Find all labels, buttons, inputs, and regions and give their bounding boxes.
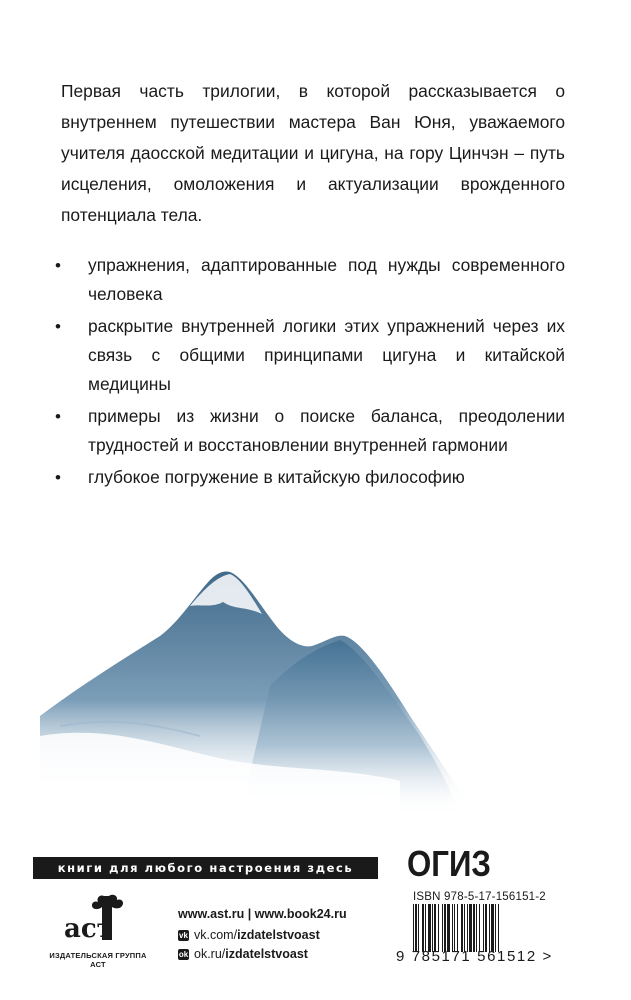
list-item-text: глубокое погружение в китайскую философию — [88, 467, 465, 487]
bullet-icon: • — [55, 407, 61, 426]
ast-logo-text: аст — [64, 914, 113, 944]
list-item — [0, 402, 631, 460]
barcode-bar — [428, 904, 431, 952]
barcode-bar — [444, 904, 446, 952]
ast-logo-icon — [60, 892, 136, 948]
social-ok[interactable]: ok ok.ru/izdatelstvoast — [178, 947, 308, 961]
ok-icon: ok — [178, 949, 189, 959]
list-item — [0, 251, 631, 309]
barcode-bar — [467, 904, 468, 952]
barcode-bar — [415, 904, 417, 952]
list-item-text: упражнения, адаптированные под нужды современного человека — [88, 255, 565, 304]
barcode-bar — [491, 904, 494, 952]
barcode — [411, 904, 539, 952]
barcode-bar — [432, 904, 433, 952]
barcode-digits: 9 785171 561512 > — [396, 948, 553, 965]
barcode-bar — [425, 904, 426, 952]
barcode-bar — [418, 904, 419, 952]
ogiz-logo-text: ОГИЗ — [407, 843, 491, 884]
barcode-bar — [452, 904, 453, 952]
slogan-banner: книги для любого настроения здесь — [33, 857, 378, 879]
barcode-bar — [479, 904, 480, 952]
barcode-bar — [413, 904, 414, 952]
bullet-icon: • — [55, 317, 61, 336]
ogiz-logo-icon — [407, 843, 491, 884]
barcode-bar — [457, 904, 458, 952]
barcode-bar — [483, 904, 484, 952]
barcode-bar — [485, 904, 487, 952]
social-vk[interactable]: vk vk.com/izdatelstvoast — [179, 928, 320, 942]
barcode-bar — [461, 904, 463, 952]
barcode-bar — [464, 904, 465, 952]
barcode-bar — [442, 904, 443, 952]
barcode-bar — [476, 904, 477, 952]
book-annotation: Первая часть трилогии, в которой рассказывается о внутреннем путешествии мастера Ван Юня, уважаемого учителя даосской медитации и цигуна, на гору Цинчэн – путь исцеления, омоложения и актуализации врожденного потенциала тела. — [61, 81, 565, 225]
barcode-bar — [473, 904, 475, 952]
barcode-bar — [422, 904, 424, 952]
barcode-bar — [447, 904, 450, 952]
mountain-illustration — [40, 566, 470, 826]
feature-list — [0, 251, 631, 495]
websites[interactable]: www.ast.ru | www.book24.ru — [178, 907, 347, 921]
barcode-bar — [469, 904, 472, 952]
barcode-bar — [495, 904, 496, 952]
barcode-bar — [434, 904, 436, 952]
list-item — [0, 312, 631, 399]
barcode-bar — [498, 904, 499, 952]
barcode-bar — [489, 904, 490, 952]
barcode-bar — [454, 904, 455, 952]
list-item-text: раскрытие внутренней логики этих упражнений через их связь с общими принципами цигуна и китайской медицины — [88, 316, 565, 394]
vk-icon: vk — [179, 930, 188, 940]
list-item — [0, 463, 631, 492]
bullet-icon: • — [55, 468, 61, 487]
bullet-icon: • — [55, 256, 61, 275]
barcode-bar — [438, 904, 439, 952]
list-item-text: примеры из жизни о поиске баланса, преодолении трудностей и восстановлении внутренней гармонии — [88, 406, 565, 455]
isbn: ISBN 978-5-17-156151-2 — [413, 891, 546, 903]
publisher-name: ИЗДАТЕЛЬСКАЯ ГРУППА АСТ — [49, 951, 147, 969]
